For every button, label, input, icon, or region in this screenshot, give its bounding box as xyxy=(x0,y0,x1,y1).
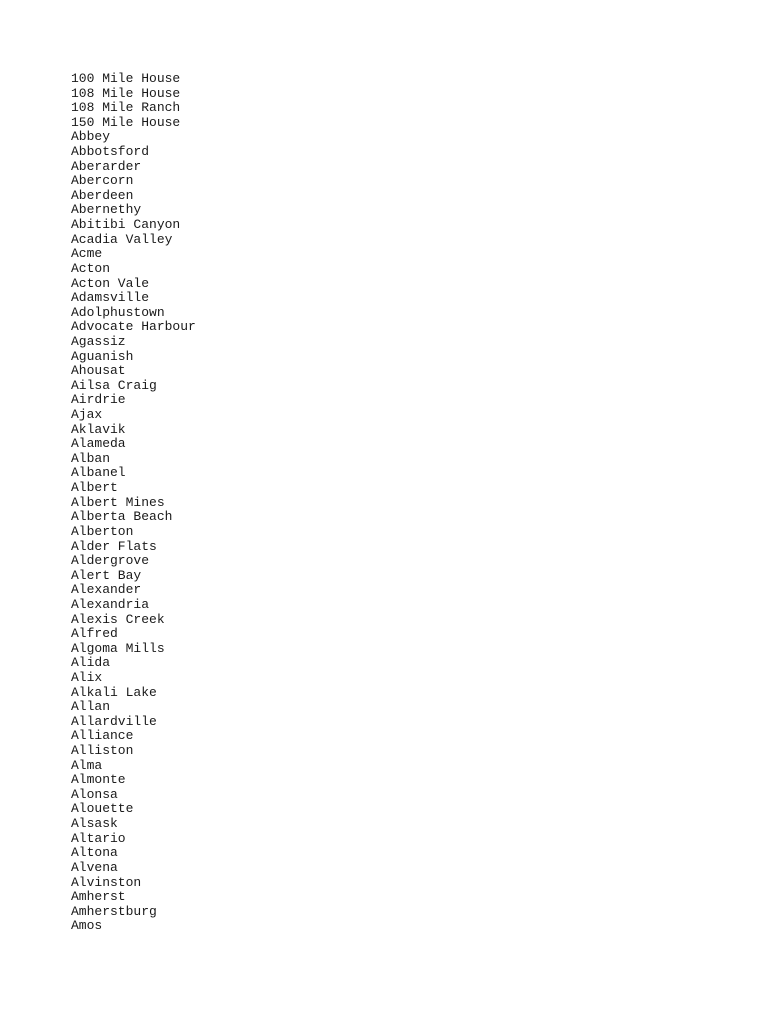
place-list-item: Alsask xyxy=(71,816,118,832)
place-list xyxy=(71,72,196,934)
place-list-item: Alma xyxy=(71,757,103,773)
place-list-item: Acadia Valley xyxy=(71,231,173,247)
place-list-item: 108 Mile Ranch xyxy=(71,100,181,116)
place-list-item: Ajax xyxy=(71,407,103,423)
place-list-item: Alliston xyxy=(71,743,134,759)
place-list-item: Alix xyxy=(71,669,103,685)
place-list-item: Amos xyxy=(71,918,103,934)
place-list-item: Alfred xyxy=(71,626,118,642)
place-list-item: Alonsa xyxy=(71,786,118,802)
place-list-item: Aldergrove xyxy=(71,553,150,569)
place-list-item: Alder Flats xyxy=(71,538,157,554)
place-list-item: Alameda xyxy=(71,436,126,452)
place-list-item: Amherst xyxy=(71,889,126,905)
place-list-item: Alert Bay xyxy=(71,567,142,583)
place-list-item: Advocate Harbour xyxy=(71,319,196,335)
place-list-item: Albert xyxy=(71,480,118,496)
place-list-item: Alkali Lake xyxy=(71,684,157,700)
place-list-item: Alexandria xyxy=(71,596,150,612)
place-list-item: Aklavik xyxy=(71,421,126,437)
place-list-item: Agassiz xyxy=(71,333,126,349)
place-list-item: Abbotsford xyxy=(71,144,150,160)
place-list-item: Airdrie xyxy=(71,392,126,408)
place-list-item: Alouette xyxy=(71,801,134,817)
place-list-item: Alban xyxy=(71,450,111,466)
place-list-item: Acme xyxy=(71,246,103,262)
place-list-item: Aberarder xyxy=(71,158,142,174)
place-list-item: Adamsville xyxy=(71,290,150,306)
place-list-item: Almonte xyxy=(71,772,126,788)
place-list-item: 150 Mile House xyxy=(71,114,181,130)
place-list-item: Abbey xyxy=(71,129,111,145)
place-list-item: 108 Mile House xyxy=(71,85,181,101)
place-list-item: Ahousat xyxy=(71,363,126,379)
place-list-item: Alvena xyxy=(71,859,118,875)
place-list-item: Alexis Creek xyxy=(71,611,165,627)
place-list-item: Allardville xyxy=(71,713,157,729)
place-list-item: Adolphustown xyxy=(71,304,165,320)
place-list-item: Aguanish xyxy=(71,348,134,364)
place-list-item: Albert Mines xyxy=(71,494,165,510)
place-list-item: Alida xyxy=(71,655,111,671)
place-list-item: Alliance xyxy=(71,728,134,744)
place-list-item: Abercorn xyxy=(71,173,134,189)
place-list-item: Altario xyxy=(71,830,126,846)
place-list-item: Alvinston xyxy=(71,874,142,890)
place-list-item: Altona xyxy=(71,845,118,861)
place-list-item: Algoma Mills xyxy=(71,640,165,656)
place-list-item: Aberdeen xyxy=(71,187,134,203)
place-list-item: Acton xyxy=(71,260,111,276)
place-list-item: Abitibi Canyon xyxy=(71,217,181,233)
place-list-item: Ailsa Craig xyxy=(71,377,157,393)
place-list-item: Allan xyxy=(71,699,111,715)
place-list-item: Acton Vale xyxy=(71,275,150,291)
place-list-item: Albanel xyxy=(71,465,126,481)
place-list-item: Abernethy xyxy=(71,202,142,218)
place-list-item: Alberta Beach xyxy=(71,509,173,525)
place-list-item: 100 Mile House xyxy=(71,71,181,86)
place-list-item: Amherstburg xyxy=(71,903,157,919)
place-list-item: Alberton xyxy=(71,523,134,539)
place-list-item: Alexander xyxy=(71,582,142,598)
